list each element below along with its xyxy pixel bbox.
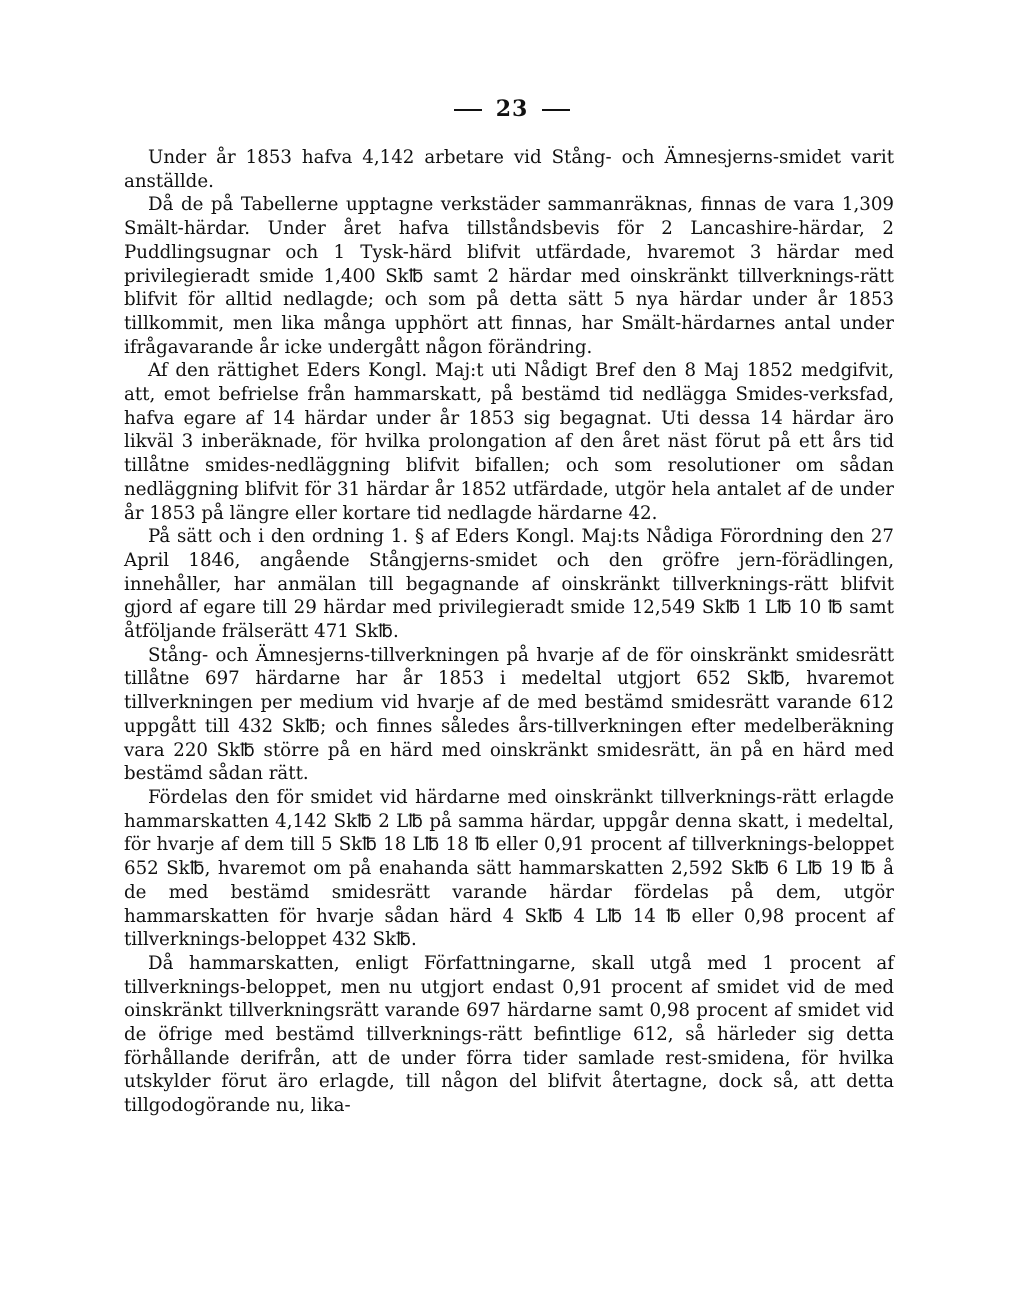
header-dash-right	[542, 109, 570, 111]
header-dash-left	[454, 109, 482, 111]
paragraph-3: Af den rättighet Eders Kongl. Maj:t uti Nådigt Bref den 8 Maj 1852 medgifvit, att, emot befrielse från hammarskatt, på bestämd tid nedlägga Smides-verksfad, hafva egare af 14 härdar under år 1853 sig begagnat. Uti dessa 14 härdar äro likväl 3 inberäknade, för hvilka prolongation af den året näst förut på ett års tid tillåtne smides-nedläggning blifvit bifallen; och som resolutioner om sådan nedläggning blifvit för 31 härdar år 1852 utfärdade, utgör hela antalet af de under år 1853 på längre eller kortare tid nedlagde härdarne 42.	[124, 360, 894, 524]
paragraph-1: Under år 1853 hafva 4,142 arbetare vid Stång- och Ämnesjerns-smidet varit anställde.	[124, 147, 894, 192]
paragraph-6: Fördelas den för smidet vid härdarne med oinskränkt tillverknings-rätt erlagde hammarskatten 4,142 Sk℔ 2 L℔ på samma härdar, uppgår denna skatt, i medeltal, för hvarje af dem till 5 Sk℔ 18 L℔ 18 ℔ eller 0,91 procent af tillverknings-beloppet 652 Sk℔, hvaremot om på enahanda sätt hammarskatten 2,592 Sk℔ 6 L℔ 19 ℔ å de med bestämd smidesrätt varande härdar fördelas på dem, utgör hammarskatten för hvarje sådan härd 4 Sk℔ 4 L℔ 14 ℔ eller 0,98 procent af tillverknings-beloppet 432 Sk℔.	[124, 786, 894, 951]
paragraph-2: Då de på Tabellerne upptagne verkstäder sammanräknas, finnas de vara 1,309 Smält-härdar. Under året hafva tillståndsbevis för 2 Lancashire-härdar, 2 Puddlingsugnar och 1 Tysk-härd blifvit utfärdade, hvaremot 3 härdar med privilegieradt smide 1,400 Sk℔ samt 2 härdar med oinskränkt tillverknings-rätt blifvit för alltid nedlagde; och som på detta sätt 5 nya härdar under år 1853 tillkommit, men lika många upphört att finnas, har Smält-härdarnes antal under ifrågavarande år icke undergått någon förändring.	[124, 194, 894, 358]
paragraph-7: Då hammarskatten, enligt Författningarne, skall utgå med 1 procent af tillverknings-beloppet, men nu utgjort endast 0,91 procent af smidet vid de med oinskränkt tillverkningsrätt varande 697 härdarne samt 0,98 procent af smidet vid de öfrige med bestämd tillverknings-rätt befintlige 612, så härleder sig detta förhållande derifrån, att de under förra tider samlade rest-smidena, för hvilka utskylder förut äro erlagde, till någon del blifvit återtagne, dock så, att detta tillgodogörande nu, lika-	[124, 952, 894, 1117]
paragraph-4: På sätt och i den ordning 1. § af Eders Kongl. Maj:ts Nådiga Förordning den 27 April 1846, angående Stångjerns-smidet och den gröfre jern-förädlingen, innehåller, har anmälan till begagnande af oinskränkt tillverknings-rätt blifvit gjord af egare till 29 härdar med privilegieradt smide 12,549 Sk℔ 1 L℔ 10 ℔ samt åtföljande frälserätt 471 Sk℔.	[124, 526, 894, 643]
page-number: 23	[495, 96, 529, 122]
paragraph-5: Stång- och Ämnesjerns-tillverkningen på hvarje af de för oinskränkt smidesrätt tillåtne 697 härdarne har år 1853 i medeltal utgjort 652 Sk℔, hvaremot tillverkningen per medium vid hvarje af de med bestämd smidesrätt varande 612 uppgått till 432 Sk℔; och finnes således års-tillverkningen efter medelberäkning vara 220 Sk℔ större på en härd med oinskränkt smidesrätt, än på en härd med bestämd sådan rätt.	[124, 644, 894, 785]
page-header	[0, 96, 1024, 122]
body-text	[124, 146, 894, 1118]
